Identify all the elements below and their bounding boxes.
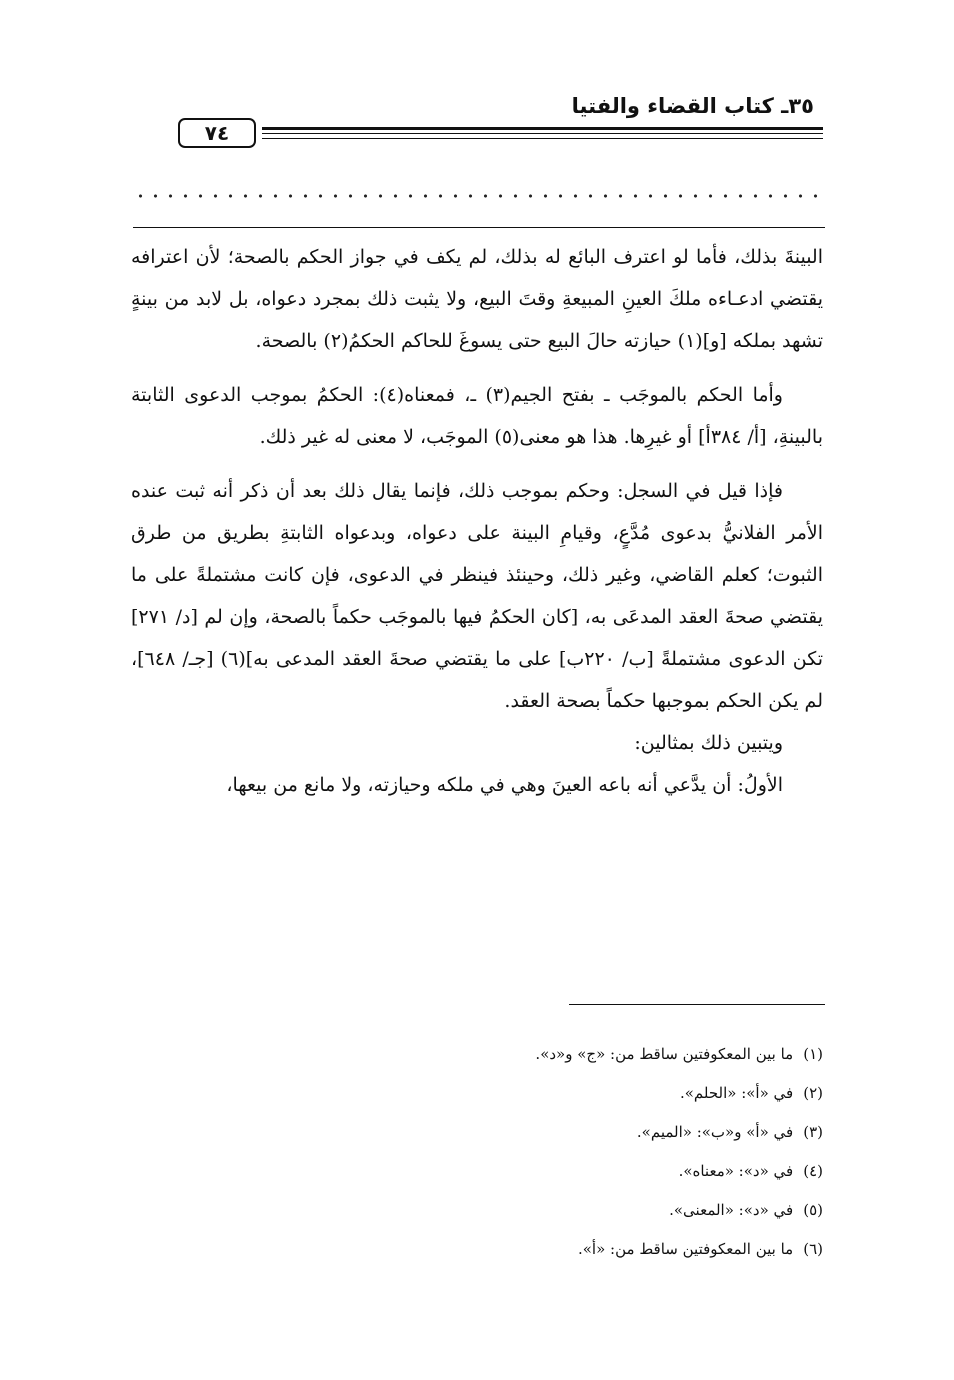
- running-title: ٣٥ـ كتاب القضاء والفتيا: [571, 94, 814, 118]
- footnote-text: في «د»: «المعنى».: [669, 1200, 794, 1219]
- header-rule-thin-2: [262, 138, 823, 139]
- footnote: [363, 1151, 823, 1190]
- footnote: [363, 1229, 823, 1268]
- page-number: ٧٤: [178, 118, 256, 148]
- paragraph: البينةَ بذلك، فأما لو اعترف البائع له بذلك، لم يكف في جواز الحكم بالصحة؛ لأن اعترافه يقتضي ادعـاءه ملكَ العينِ المبيعةِ وقتَ البيع، ولا يثبت ذلك بمجرد دعواه، بل لابد من بينةٍ تشهد بملكه [و](١) حيازته حالَ البيع حتى يسوغَ للحاكم الحكمُ(٢) بالصحة.: [131, 246, 823, 352]
- footnote-text: ما بين المعكوفتين ساقط من: «ج» و«د».: [535, 1044, 794, 1063]
- footnote-number: (٥): [803, 1200, 823, 1219]
- footnote-text: في «أ» و«ب»: «الميم».: [636, 1122, 794, 1141]
- footnote-number: (٤): [803, 1161, 823, 1180]
- paragraph: وأما الحكم بالموجَب ـ بفتح الجيم(٣) ـ، فمعناه(٤): الحكمُ بموجب الدعوى الثابتة بالبينةِ، [أ/ ٣٨٤أ] أو غيرِها. هذا هو معنى(٥) الموجَب، لا معنى له غير ذلك.: [131, 384, 823, 448]
- text-top-rule: [133, 227, 825, 228]
- footnote-separator: [569, 1004, 825, 1005]
- paragraph: ويتبين ذلك بمثالين:: [634, 732, 783, 754]
- footnote-number: (٦): [803, 1239, 823, 1258]
- footnote-text: ما بين المعكوفتين ساقط من: «أ».: [577, 1239, 794, 1258]
- footnote: [363, 1112, 823, 1151]
- dotted-separator: [133, 188, 825, 204]
- main-text: [131, 236, 823, 806]
- paragraph: فإذا قيل في السجل: وحكم بموجب ذلك، فإنما يقال ذلك بعد أن ذكر أنه ثبت عنده الأمر الفلانيُّ بدعوى مُدَّعٍ، وقيامِ البينة على دعواه، وبدعواه الثابتةِ بطريق من طرق الثبوت؛ كعلم القاضي، وغير ذلك، وحينئذ فينظر في الدعوى، فإن كانت مشتملةً على ما يقتضي صحةَ العقد المدعَى به، [كان الحكمُ فيها بالموجَب حكماً بالصحة، وإن لم [د/ ٢٧١] تكن الدعوى مشتملةً [ب/ ٢٢٠ب] على ما يقتضي صحةَ العقد المدعى به](٦) [جـ/ ٦٤٨]، لم يكن الحكم بموجبها حكماً بصحة العقد.: [131, 480, 823, 712]
- footnote: [363, 1190, 823, 1229]
- footnote-text: في «أ»: «الحلم».: [679, 1083, 794, 1102]
- footnote-number: (١): [803, 1044, 823, 1063]
- footnote: [363, 1073, 823, 1112]
- footnote-number: (٣): [803, 1122, 823, 1141]
- paragraph: الأولُ: أن يدَّعي أنه باعه العينَ وهي في ملكه وحيازته، ولا مانع من بيعها،: [226, 774, 783, 796]
- footnote: [363, 1034, 823, 1073]
- footnotes: [363, 1034, 823, 1268]
- footnote-number: (٢): [803, 1083, 823, 1102]
- header-rule-thin: [262, 133, 823, 134]
- header-rule-thick: [262, 127, 823, 130]
- footnote-text: في «د»: «معناه».: [678, 1161, 794, 1180]
